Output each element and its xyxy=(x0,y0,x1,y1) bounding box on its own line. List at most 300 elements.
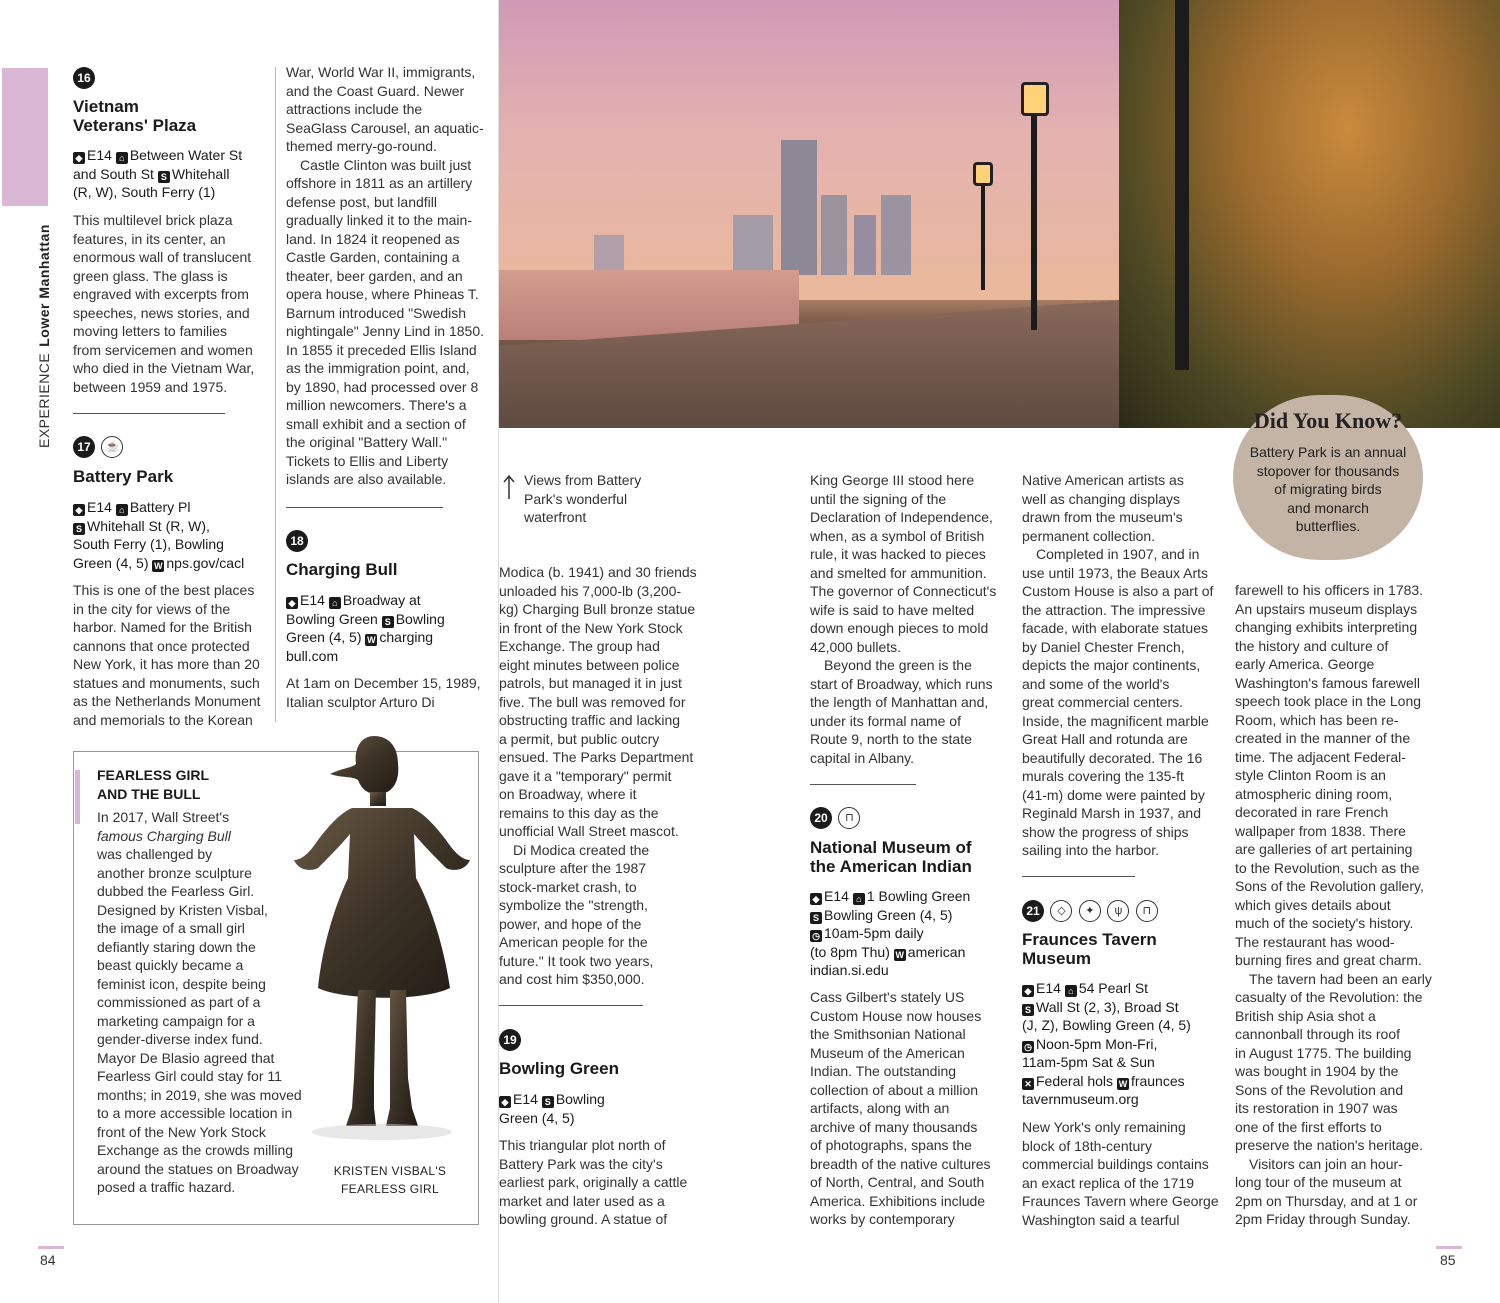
text-line: long tour of the museum at xyxy=(1235,1174,1402,1190)
text-line: The governor of Connecticut's xyxy=(810,583,997,599)
text-line: New York's only remaining xyxy=(1022,1119,1186,1135)
restaurant-icon: ✦ xyxy=(1079,900,1101,922)
text-line: British ship Asia shot a xyxy=(1235,1007,1376,1024)
text-line: Custom House is also a part of xyxy=(1022,583,1214,599)
text-line: Castle Clinton was built just xyxy=(300,156,472,173)
text-line: drawn from the museum's xyxy=(1022,509,1183,525)
text-line: start of Broadway, which runs xyxy=(810,675,993,692)
text-line: decorated in rare French xyxy=(1235,804,1389,820)
text-line: marketing campaign for a xyxy=(97,1012,255,1029)
text-line: symbolize the "strength, xyxy=(499,897,648,913)
subway-icon: S xyxy=(382,616,394,628)
text-line: Inside, the magnificent marble xyxy=(1022,712,1209,729)
text-line: front of the New York Stock xyxy=(97,1123,266,1140)
address: 1 Bowling Green xyxy=(866,888,971,904)
text-line: use until 1973, the Beaux Arts xyxy=(1022,564,1209,581)
text-line: works by contemporary xyxy=(810,1211,955,1227)
text-line: Visitors can join an hour- xyxy=(1249,1155,1403,1172)
address: Battery Pl xyxy=(129,499,191,515)
text-line: another bronze sculpture xyxy=(97,864,252,881)
title-line: Fraunces Tavern xyxy=(1022,930,1157,949)
text-line: Tickets to Ellis and Liberty xyxy=(286,452,449,469)
cafe-icon: ☕ xyxy=(101,436,123,458)
text-line: Museum of the American xyxy=(810,1044,965,1061)
text-line: land. In 1824 it reopened as xyxy=(286,230,460,247)
map-ref: E14 xyxy=(300,592,325,608)
title-line: AND THE BULL xyxy=(97,786,201,802)
hours: 11am-5pm Sat & Sun xyxy=(1022,1054,1155,1070)
text-line: the Smithsonian National xyxy=(810,1026,966,1042)
skyline xyxy=(733,215,773,275)
page-number-bar xyxy=(38,1246,64,1249)
text-line: million newcomers. There's a xyxy=(286,397,467,413)
entry-21-body xyxy=(1022,1118,1227,1229)
text-line: the image of a small girl xyxy=(97,920,245,936)
text-line: was challenged by xyxy=(97,846,213,862)
text-line: capital in Albany. xyxy=(810,749,915,766)
subway: South Ferry (1), Bowling xyxy=(73,536,224,552)
subway: Whitehall St (R, W), xyxy=(87,517,210,534)
text-line: cannonball through its roof xyxy=(1235,1026,1400,1042)
map-ref: E14 xyxy=(513,1091,538,1107)
entry-17-title: Battery Park xyxy=(73,467,174,486)
section-tab xyxy=(2,68,48,206)
text-line: Exchange as the crowds milling xyxy=(97,1142,294,1158)
text-line: In 2017, Wall Street's xyxy=(97,809,230,825)
text-line: the history and culture of xyxy=(1235,637,1389,654)
page-number-left: 84 xyxy=(40,1252,56,1268)
entry-number: 21 xyxy=(1022,900,1044,922)
text-line: Castle Garden, containing a xyxy=(286,249,460,265)
map-pin-icon: ◆ xyxy=(73,152,85,164)
entry-18-info xyxy=(286,591,486,665)
text-line: by Daniel Chester French, xyxy=(1022,638,1185,655)
address: Broadway at xyxy=(342,592,421,608)
entry-17 xyxy=(73,436,123,458)
clock-icon: ◷ xyxy=(1022,1041,1034,1053)
text-line: feminist icon, despite being xyxy=(97,975,266,992)
map-pin-icon: ◆ xyxy=(1022,985,1034,997)
divider xyxy=(286,507,443,508)
text-line: commercial buildings contains xyxy=(1022,1156,1209,1172)
entry-16 xyxy=(73,67,95,89)
text-line: unloaded his 7,000-lb (3,200- xyxy=(499,582,682,599)
text-line: themed merry-go-round. xyxy=(286,138,437,154)
text-line: gradually linked it to the main- xyxy=(286,212,472,228)
text-line: ensued. The Parks Department xyxy=(499,749,694,765)
text-line: as the immigration point, and, xyxy=(286,360,470,376)
text-line: patrols, but managed it in just xyxy=(499,675,682,691)
address-icon: ⌂ xyxy=(116,152,128,164)
text-line: Designed by Kristen Visbal, xyxy=(97,901,268,918)
text-line: sculpture after the 1987 xyxy=(499,860,647,876)
text-line: in front of the New York Stock xyxy=(499,619,683,636)
divider xyxy=(499,1005,643,1006)
text-line: At 1am on December 15, 1989, xyxy=(286,675,481,691)
col4-text xyxy=(810,471,1010,767)
entry-16-body xyxy=(73,211,273,396)
text-line: burning fires and great charm. xyxy=(1235,952,1422,968)
section-label xyxy=(36,224,52,448)
website-link[interactable]: nps.gov/cacl xyxy=(166,554,245,571)
col5-text xyxy=(1022,471,1222,860)
map-ref: E14 xyxy=(87,147,112,163)
text-line: Completed in 1907, and in xyxy=(1036,546,1200,562)
lamp xyxy=(973,162,993,186)
text-line: earliest park, originally a cattle xyxy=(499,1174,688,1190)
text-line: when, as a symbol of British xyxy=(810,527,985,544)
map-pin-icon: ◆ xyxy=(810,893,822,905)
skyline xyxy=(854,215,876,275)
text-line: stock-market crash, to xyxy=(499,878,637,895)
text-line: Di Modica created the xyxy=(513,841,650,858)
text-line: posed a traffic hazard. xyxy=(97,1179,236,1195)
text-line: and cost him $350,000. xyxy=(499,971,645,987)
text-line: The tavern had been an early xyxy=(1249,970,1432,987)
skyline xyxy=(821,195,847,275)
subway: Wall St (2, 3), Broad St xyxy=(1036,998,1179,1015)
shopping-bag-icon: ⊓ xyxy=(1136,900,1158,922)
subway-icon: S xyxy=(158,171,170,183)
text-line: preserve the nation's heritage. xyxy=(1235,1137,1423,1153)
subway: Green (4, 5) xyxy=(286,629,362,645)
text-line: This triangular plot north of xyxy=(499,1137,666,1153)
text-line: Modica (b. 1941) and 30 friends xyxy=(499,564,697,580)
text-line: Great Hall and rotunda are xyxy=(1022,731,1188,747)
closed-icon: ✕ xyxy=(1022,1078,1034,1090)
text-line: Custom House now houses xyxy=(810,1007,982,1024)
text-line: artifacts, along with an xyxy=(810,1100,950,1116)
address: Between Water St xyxy=(129,147,243,163)
text-line: obstructing traffic and lacking xyxy=(499,712,681,728)
subway-icon: S xyxy=(810,912,822,924)
text-line: show the progress of ships xyxy=(1022,823,1189,840)
text-line: under its formal name of xyxy=(810,712,961,729)
text-line: until the signing of the xyxy=(810,490,947,507)
address-icon: ⌂ xyxy=(116,504,128,516)
subway-icon: S xyxy=(542,1096,554,1108)
text-line: Fraunces Tavern where George xyxy=(1022,1193,1219,1209)
text-line: of migrating birds xyxy=(1274,481,1382,497)
text-line: This multilevel brick plaza xyxy=(73,212,233,228)
text-line: Beyond the green is the xyxy=(824,657,972,673)
text-line: offshore in 1811 as an artillery xyxy=(286,175,473,191)
text-line: Indian. The outstanding xyxy=(810,1063,957,1079)
feature-box-title xyxy=(97,766,209,804)
entry-16-info xyxy=(73,146,273,202)
text-line: islands are also available. xyxy=(286,471,447,487)
text-line: Route 9, north to the state xyxy=(810,731,972,747)
feature-box-text xyxy=(97,808,309,1197)
text-line: depicts the major continents, xyxy=(1022,657,1201,673)
map-pin-icon: ◆ xyxy=(286,597,298,609)
entry-19-body xyxy=(499,1136,699,1229)
text-line: theater, beer garden, and an xyxy=(286,267,463,284)
title-line: Vietnam xyxy=(73,97,139,116)
text-line: the original "Battery Wall." xyxy=(286,434,448,450)
subway: Whitehall xyxy=(171,165,230,182)
skyline xyxy=(881,195,911,275)
caption-line: waterfront xyxy=(524,509,587,525)
text-line: market and later used as a xyxy=(499,1192,665,1209)
text-line: opera house, where Phineas T. xyxy=(286,286,479,302)
text-line: which gives details about xyxy=(1235,896,1391,913)
text-line: and some of the world's xyxy=(1022,675,1170,692)
text-line: famous Charging Bull xyxy=(97,827,231,844)
entry-21-info xyxy=(1022,979,1227,1109)
subway: Bowling Green (4, 5) xyxy=(824,906,953,923)
text-line: defiantly staring down the xyxy=(97,938,256,955)
text-line: well as changing displays xyxy=(1022,490,1180,507)
website-icon: W xyxy=(367,635,376,645)
text-line: 2pm on Thursday, and at 1 or xyxy=(1235,1192,1418,1209)
text-line: rule, it was hacked to pieces xyxy=(810,546,986,562)
text-line: Sons of the Revolution gallery, xyxy=(1235,878,1424,894)
text-line: 2pm Friday through Sunday. xyxy=(1235,1211,1411,1227)
entry-19-info xyxy=(499,1090,699,1127)
image-caption xyxy=(318,1162,462,1198)
text-line: Washington's famous farewell xyxy=(1235,674,1421,691)
entry-20-title xyxy=(810,838,1010,876)
text-line: statues and monuments, such xyxy=(73,674,260,691)
text-line: and memorials to the Korean xyxy=(73,711,253,728)
text-line: stopover for thousands xyxy=(1256,462,1400,479)
subway: Bowling xyxy=(555,1091,605,1107)
text-line: sailing into the harbor. xyxy=(1022,842,1159,858)
address: and South St xyxy=(73,165,154,182)
text-line: casualty of the Revolution: the xyxy=(1235,989,1423,1005)
text-line: and the Coast Guard. Newer xyxy=(286,82,465,99)
skyline xyxy=(781,140,817,275)
text-line: in the city for views of the xyxy=(73,600,231,617)
lamp xyxy=(1021,82,1049,116)
entry-19-title: Bowling Green xyxy=(499,1059,619,1078)
text-line: This is one of the best places xyxy=(73,582,255,598)
text-line: remains to this day as the xyxy=(499,804,659,821)
entry-17-body xyxy=(73,581,273,729)
text-line: 42,000 bullets. xyxy=(810,638,902,655)
entry-21 xyxy=(1022,900,1158,922)
text-line: unofficial Wall Street mascot. xyxy=(499,823,679,839)
website-link[interactable]: charging xyxy=(379,629,434,645)
text-line: an exact replica of the 1719 xyxy=(1022,1174,1195,1191)
subway: Green (4, 5) xyxy=(73,554,149,571)
website-icon: W xyxy=(895,949,905,960)
text-line: of North, Central, and South xyxy=(810,1174,985,1190)
text-line: commissioned as part of a xyxy=(97,994,261,1010)
text-line: time. The adjacent Federal- xyxy=(1235,748,1406,765)
address: Bowling Green xyxy=(286,610,378,627)
text-line: small exhibit and a section of xyxy=(286,415,466,432)
subway: Bowling xyxy=(395,610,445,627)
text-line: Battery Park was the city's xyxy=(499,1155,663,1172)
section-prefix: EXPERIENCE xyxy=(36,352,52,448)
text-line: five. The bull was removed for xyxy=(499,693,686,710)
text-line: by 1890, had processed over 8 xyxy=(286,378,479,395)
text-line: Battery Park is an annual xyxy=(1249,444,1407,460)
text-line: Sons of the Revolution and xyxy=(1235,1081,1404,1098)
text-line: one of the first efforts to xyxy=(1235,1118,1382,1135)
website-link[interactable]: fraunces xyxy=(1130,1072,1185,1089)
entry-18-title: Charging Bull xyxy=(286,560,398,579)
subway-icon: S xyxy=(73,523,85,535)
website-link[interactable]: american xyxy=(907,943,966,960)
text-line: block of 18th-century xyxy=(1022,1137,1152,1154)
text-line: early America. George xyxy=(1235,656,1375,672)
text-line: War, World War II, immigrants, xyxy=(286,64,476,80)
text-line: around the statues on Broadway xyxy=(97,1160,299,1177)
text-line: cannons that once protected xyxy=(73,637,250,654)
text-line: murals covering the 135-ft xyxy=(1022,768,1184,784)
cutlery-icon: ψ xyxy=(1107,900,1129,922)
entry-16-title xyxy=(73,97,273,135)
text-line: New York, it has more than 20 xyxy=(73,656,260,672)
map-pin-icon: ◆ xyxy=(499,1096,511,1108)
page-number-bar xyxy=(1436,1246,1462,1249)
map-ref: E14 xyxy=(1036,980,1061,996)
text-line: attractions include the xyxy=(286,101,423,117)
text-line: gave it a "temporary" permit xyxy=(499,767,672,784)
text-line: created in the manner of the xyxy=(1235,730,1411,746)
website-icon: W xyxy=(1118,1078,1128,1089)
clock-icon: ◷ xyxy=(810,930,822,942)
entry-20-info xyxy=(810,887,1010,980)
photo-caption xyxy=(524,471,694,527)
text-line: are galleries of art pertaining xyxy=(1235,841,1413,857)
text-line: was bought in 1904 by the xyxy=(1235,1063,1399,1079)
title-line: Museum xyxy=(1022,949,1091,968)
drink-icon: ◇ xyxy=(1050,900,1072,922)
entry-18-body xyxy=(286,674,486,711)
entry-number: 17 xyxy=(73,436,95,458)
column-rule xyxy=(275,67,276,722)
text-line: permanent collection. xyxy=(1022,527,1156,544)
entry-number: 20 xyxy=(810,807,832,829)
text-line: American people for the xyxy=(499,934,648,950)
text-line: features, in its center, an xyxy=(73,230,226,247)
text-line: who died in the Vietnam War, xyxy=(73,360,255,376)
lamp-post xyxy=(1175,0,1189,370)
text-line: wife is said to have melted xyxy=(810,601,975,618)
caption-line: KRISTEN VISBAL'S xyxy=(333,1164,447,1178)
text-line: from servicemen and women xyxy=(73,341,253,358)
text-line: Reginald Marsh in 1937, and xyxy=(1022,805,1202,821)
divider xyxy=(810,784,916,785)
map-ref: E14 xyxy=(824,888,849,904)
caption-line: Park's wonderful xyxy=(524,490,628,507)
text-line: in August 1775. The building xyxy=(1235,1044,1412,1061)
text-line: speech took place in the Long xyxy=(1235,693,1422,709)
title-line: the American Indian xyxy=(810,857,972,876)
text-line: dubbed the Fearless Girl. xyxy=(97,883,255,899)
text-line: The restaurant has wood- xyxy=(1235,933,1395,950)
entry-19 xyxy=(499,1029,521,1051)
text-line: Cass Gilbert's stately US xyxy=(810,989,965,1005)
did-you-know-text xyxy=(1245,443,1411,536)
text-line: great commercial centers. xyxy=(1022,694,1184,710)
address-icon: ⌂ xyxy=(329,597,341,609)
text-line: enormous wall of translucent xyxy=(73,249,252,265)
website-icon: W xyxy=(154,560,163,571)
text-line: on Broadway, where it xyxy=(499,786,637,802)
text-line: power, and hope of the xyxy=(499,915,642,932)
text-line: archive of many thousands xyxy=(810,1118,978,1135)
text-line: Fearless Girl could stay for 11 xyxy=(97,1068,282,1084)
text-line: and smelted for ammunition. xyxy=(810,564,987,581)
subway: Green (4, 5) xyxy=(499,1109,575,1126)
divider xyxy=(1022,876,1135,877)
text-line: the length of Manhattan and, xyxy=(810,694,989,710)
text-line: future." It took two years, xyxy=(499,952,654,969)
caption-line: Views from Battery xyxy=(524,472,642,488)
text-line: of photographs, spans the xyxy=(810,1137,972,1153)
section-name: Lower Manhattan xyxy=(36,224,52,347)
hours: Noon-5pm Mon-Fri, xyxy=(1036,1035,1158,1052)
title-line: Veterans' Plaza xyxy=(73,116,197,135)
text-line: Washington said a tearful xyxy=(1022,1211,1180,1228)
text-line: Italian sculptor Arturo Di xyxy=(286,693,435,710)
text-line: wallpaper from 1838. There xyxy=(1235,822,1406,839)
text-line: Room, which has been re- xyxy=(1235,711,1399,728)
text-line: harbor. Named for the British xyxy=(73,619,252,635)
text-line: breadth of the native cultures xyxy=(810,1155,991,1172)
text-line: and monarch xyxy=(1287,499,1369,516)
text-line: In 1855 it preceded Ellis Island xyxy=(286,341,477,358)
text-line: eight minutes between police xyxy=(499,656,680,673)
text-line: collection of about a million xyxy=(810,1081,979,1098)
text-line: bowling ground. A statue of xyxy=(499,1211,668,1227)
text-line: Native American artists as xyxy=(1022,472,1184,488)
text-line: King George III stood here xyxy=(810,472,975,488)
hours: 10am-5pm daily xyxy=(824,925,924,941)
text-line: its restoration in 1907 was xyxy=(1235,1100,1398,1116)
text-line: months; in 2019, she was moved xyxy=(97,1086,302,1103)
title-line: National Museum of xyxy=(810,838,972,857)
entry-20 xyxy=(810,807,860,829)
website-link[interactable]: tavernmuseum.org xyxy=(1022,1091,1139,1107)
text-line: SeaGlass Carousel, an aquatic- xyxy=(286,119,484,136)
col2-text xyxy=(286,63,486,489)
entry-number: 19 xyxy=(499,1029,521,1051)
closures: Federal hols xyxy=(1036,1072,1114,1089)
map-pin-icon: ◆ xyxy=(73,504,85,516)
website-link[interactable]: bull.com xyxy=(286,647,339,664)
text-line: down enough pieces to mold xyxy=(810,620,989,636)
hours: (to 8pm Thu) xyxy=(810,943,890,960)
did-you-know-title: Did You Know? xyxy=(1253,408,1403,433)
text-line: atmospheric dining room, xyxy=(1235,785,1393,802)
text-line: nightingale" Jenny Lind in 1850. xyxy=(286,323,485,339)
text-line: (41-m) dome were painted by xyxy=(1022,786,1205,803)
text-line: Mayor De Blasio agreed that xyxy=(97,1049,275,1066)
shopping-bag-icon: ⊓ xyxy=(838,807,860,829)
entry-21-title xyxy=(1022,930,1222,968)
subway-icon: S xyxy=(1022,1004,1034,1016)
address-icon: ⌂ xyxy=(853,893,865,905)
address-icon: ⌂ xyxy=(1065,985,1077,997)
text-line: much of the society's history. xyxy=(1235,915,1414,931)
text-line: butterflies. xyxy=(1295,518,1361,534)
text-line: moving letters to families xyxy=(73,323,228,339)
text-line: gender-diverse index fund. xyxy=(97,1031,263,1047)
text-line: green glass. The glass is xyxy=(73,267,228,284)
website-link[interactable]: indian.si.edu xyxy=(810,962,889,978)
subway: (R, W), South Ferry (1) xyxy=(73,184,216,200)
entry-number: 16 xyxy=(73,67,95,89)
feature-box-accent xyxy=(75,770,80,824)
text-line: Barnum introduced "Swedish xyxy=(286,304,467,321)
text-line: kg) Charging Bull bronze statue xyxy=(499,601,696,617)
